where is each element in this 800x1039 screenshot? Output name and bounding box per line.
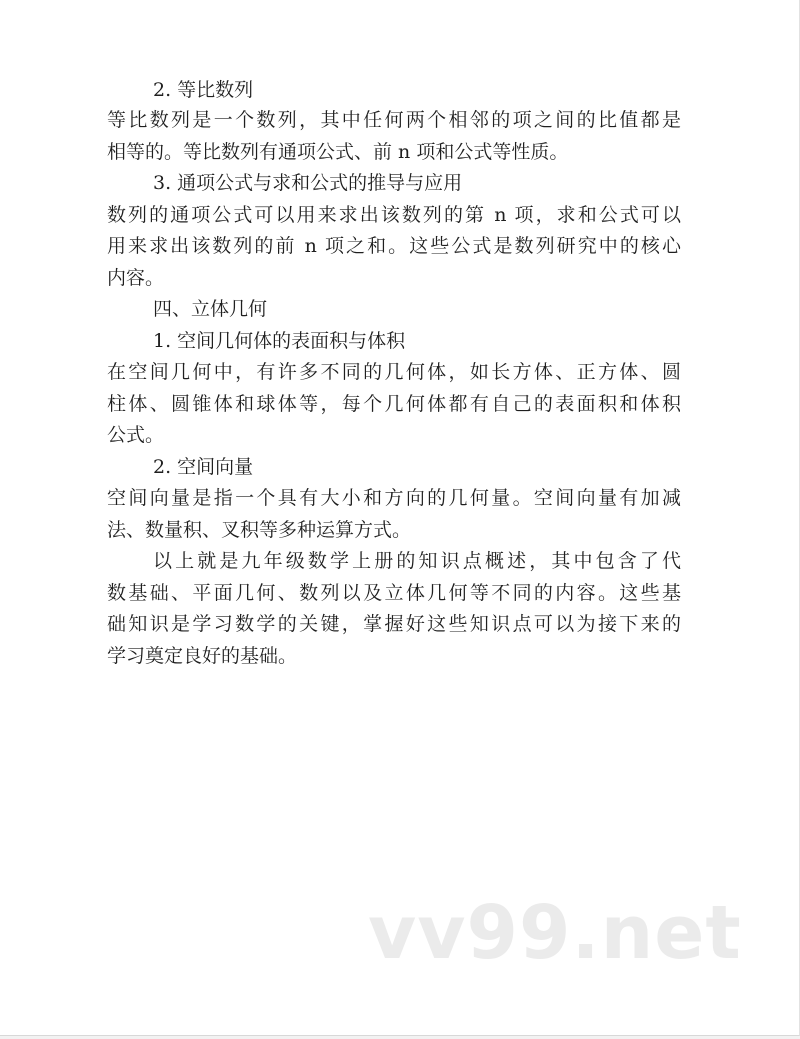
paragraph-line: 等比数列是一个数列，其中任何两个相邻的项之间的比值都是 xyxy=(107,109,681,131)
paragraph-line: 在空间几何中，有许多不同的几何体，如长方体、正方体、圆 xyxy=(107,361,681,383)
subheading-geometric-sequence: 2. 等比数列 xyxy=(153,79,254,101)
paragraph-line: 内容。 xyxy=(107,267,165,289)
summary-paragraph-line: 学习奠定良好的基础。 xyxy=(107,645,298,667)
paragraph-line: 公式。 xyxy=(107,424,165,446)
subheading-formulas: 3. 通项公式与求和公式的推导与应用 xyxy=(153,172,463,194)
paragraph-line: 空间向量是指一个具有大小和方向的几何量。空间向量有加减 xyxy=(107,487,681,509)
watermark: vv99.net xyxy=(368,890,742,976)
section-heading-solid-geometry: 四、立体几何 xyxy=(153,298,268,320)
paragraph-line: 数列的通项公式可以用来求出该数列的第 n 项，求和公式可以 xyxy=(107,204,681,226)
subheading-surface-volume: 1. 空间几何体的表面积与体积 xyxy=(153,330,406,352)
summary-paragraph-line: 以上就是九年级数学上册的知识点概述，其中包含了代 xyxy=(153,550,681,572)
paragraph-line: 相等的。等比数列有通项公式、前 n 项和公式等性质。 xyxy=(107,141,569,163)
paragraph-line: 法、数量积、叉积等多种运算方式。 xyxy=(107,519,412,541)
summary-paragraph-line: 数基础、平面几何、数列以及立体几何等不同的内容。这些基 xyxy=(107,582,681,604)
paragraph-line: 柱体、圆锥体和球体等，每个几何体都有自己的表面积和体积 xyxy=(107,393,681,415)
summary-paragraph-line: 础知识是学习数学的关键，掌握好这些知识点可以为接下来的 xyxy=(107,613,681,635)
paragraph-line: 用来求出该数列的前 n 项之和。这些公式是数列研究中的核心 xyxy=(107,235,681,257)
subheading-space-vector: 2. 空间向量 xyxy=(153,456,254,478)
